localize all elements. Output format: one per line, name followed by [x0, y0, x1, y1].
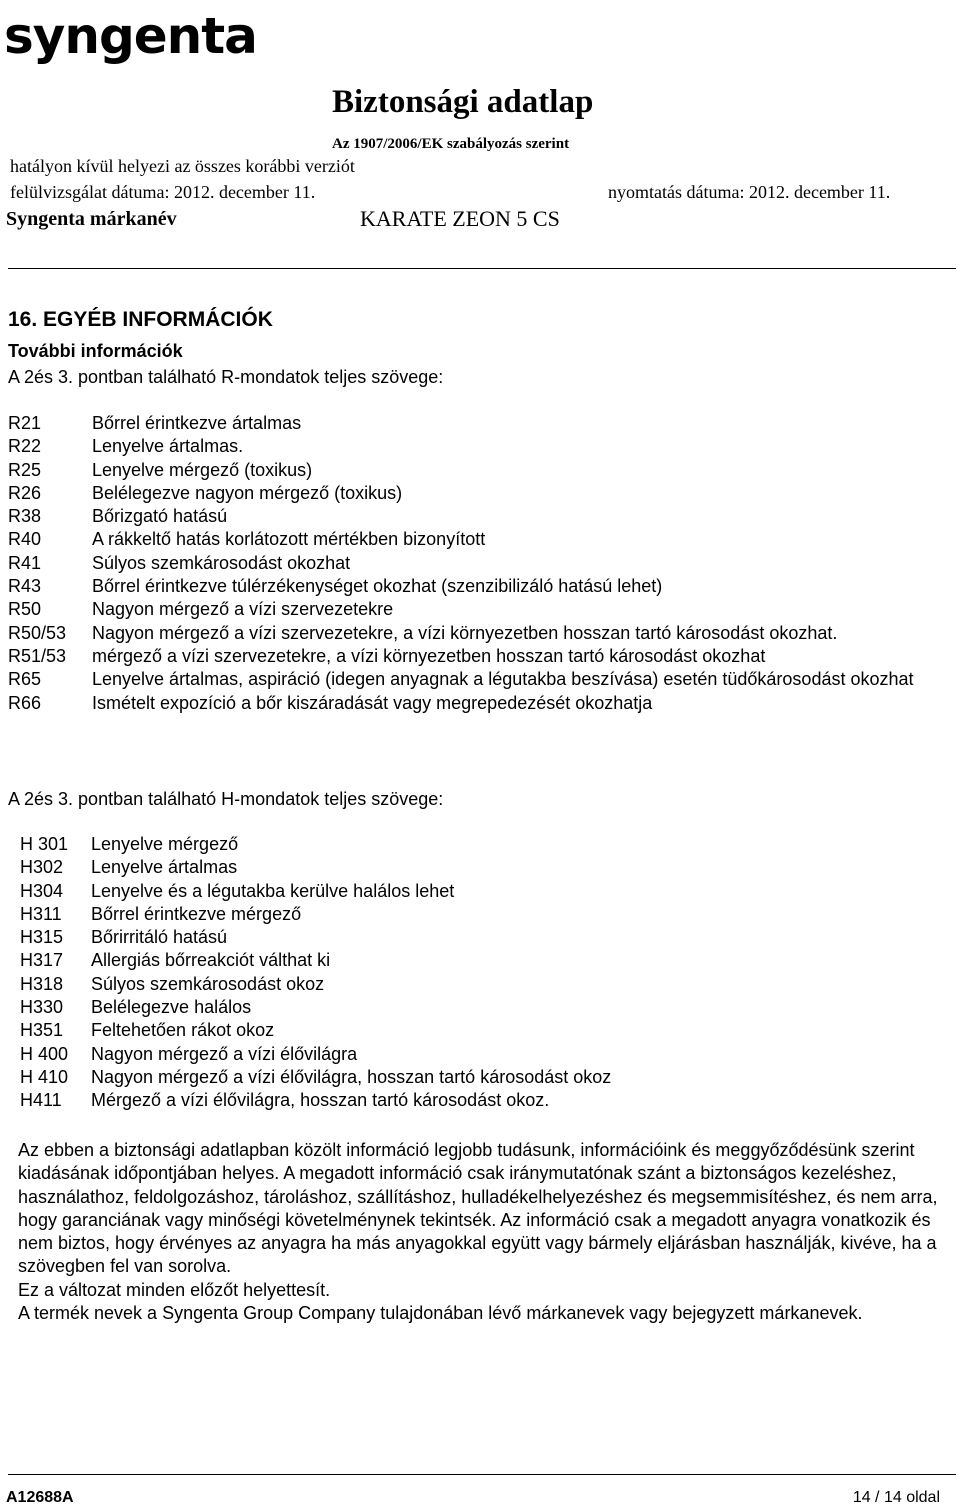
phrase-text: Bőrrel érintkezve ártalmas	[92, 413, 302, 433]
footer-page-number: 14 / 14 oldal	[852, 1489, 940, 1506]
trademark-paragraph: A termék nevek a Syngenta Group Company tulajdonában lévő márkanevek vagy bejegyzett márkanevek.	[18, 1303, 863, 1324]
h-phrases-intro: A 2és 3. pontban található H-mondatok teljes szövege:	[8, 789, 444, 809]
phrase-text: Ismételt expozíció a bőr kiszáradását vagy megrepedezését okozhatja	[92, 692, 653, 713]
phrase-code: H315	[20, 927, 64, 948]
section-subheading: További információk	[8, 341, 183, 361]
phrase-code: H411	[20, 1090, 62, 1111]
phrase-text: Lenyelve mérgező	[91, 834, 239, 854]
regulation-reference: Az 1907/2006/EK szabályozás szerint	[332, 136, 570, 152]
list-item	[20, 903, 940, 926]
phrase-text: A rákkeltő hatás korlátozott mértékben bizonyított	[92, 529, 486, 550]
phrase-text: Bőrrel érintkezve túlérzékenységet okozhat (szenzibilizáló hatású lehet)	[92, 576, 663, 597]
list-item	[8, 482, 948, 505]
list-item	[20, 996, 940, 1019]
phrase-code: R43	[8, 576, 42, 597]
list-item	[8, 505, 948, 528]
brand-label: Syngenta márkanév	[6, 208, 177, 230]
phrase-code: R51/53	[8, 645, 67, 666]
list-item	[20, 833, 940, 856]
phrase-code: R41	[8, 552, 42, 573]
phrase-code: H330	[20, 997, 64, 1018]
phrase-code: H317	[20, 950, 64, 971]
phrase-text: mérgező a vízi szervezetekre, a vízi környezetben hosszan tartó károsodást okozhat	[92, 645, 766, 666]
list-item	[8, 459, 948, 482]
phrase-text: Nagyon mérgező a vízi szervezetekre, a vízi környezetben hosszan tartó károsodást okozhat.	[92, 622, 838, 643]
list-item	[20, 1089, 940, 1112]
list-item	[8, 622, 948, 645]
phrase-code: R25	[8, 459, 42, 480]
list-item	[8, 528, 948, 551]
list-item	[20, 973, 940, 996]
header-divider	[8, 268, 956, 269]
phrase-text: Feltehetően rákot okoz	[91, 1020, 275, 1041]
disclaimer-text	[18, 1139, 938, 1325]
phrase-code: H 301	[20, 834, 69, 854]
phrase-text: Lenyelve mérgező (toxikus)	[92, 459, 313, 480]
r-phrase-list	[8, 412, 948, 715]
phrase-code: R65	[8, 669, 42, 690]
product-name: KARATE ZEON 5 CS	[360, 206, 560, 231]
phrase-code: H311	[20, 903, 62, 924]
phrase-text: Allergiás bőrreakciót válthat ki	[91, 950, 331, 971]
list-item	[20, 926, 940, 949]
phrase-code: R21	[8, 413, 42, 433]
phrase-text: Súlyos szemkárosodást okozhat	[92, 552, 351, 573]
phrase-code: R50/53	[8, 622, 67, 643]
list-item	[8, 575, 948, 598]
list-item	[20, 1019, 940, 1042]
footer-document-code: A12688A	[6, 1489, 74, 1506]
list-item	[20, 1043, 940, 1066]
phrase-text: Lenyelve ártalmas	[91, 857, 238, 878]
list-item	[8, 668, 948, 691]
phrase-code: R22	[8, 436, 42, 457]
disclaimer-paragraph: Az ebben a biztonsági adatlapban közölt információ legjobb tudásunk, információink és meggyőződésünk szerint kiadásának időpontjában helyes. A megadott információ csak iránymutatónak szánt a biztonságos kezeléshez, használathoz, feldolgozáshoz, tároláshoz, szállításhoz, hulladékelhelyezéshez és megsemmisítéshez, és nem arra, hogy garanciának vagy minőségi követelménynek tekintsék. Az információ csak a megadott anyagra vonatkozik és nem biztos, hogy érvényes az anyagra ha más anyagokkal együtt vagy bármely eljárásban használják, kivéve, ha a szövegben fel van sorolva.	[18, 1140, 938, 1277]
document-title: Biztonsági adatlap	[332, 84, 594, 120]
list-item	[8, 435, 948, 458]
list-item	[8, 598, 948, 621]
supersedes-note: hatályon kívül helyezi az összes korábbi verziót	[10, 156, 355, 176]
phrase-code: H304	[20, 880, 64, 901]
footer-divider	[8, 1474, 956, 1475]
phrase-code: H302	[20, 857, 64, 878]
phrase-text: Nagyon mérgező a vízi élővilágra	[91, 1043, 358, 1064]
phrase-text: Bőrizgató hatású	[92, 506, 228, 527]
phrase-text: Belélegezve halálos	[91, 997, 252, 1018]
phrase-text: Lenyelve ártalmas, aspiráció (idegen anyagnak a légutakba beszívása) esetén tüdőkárosodást okozhat	[92, 669, 914, 690]
phrase-code: R40	[8, 529, 42, 550]
list-item	[20, 1066, 940, 1089]
list-item	[8, 692, 948, 715]
phrase-text: Bőrirritáló hatású	[91, 927, 228, 948]
phrase-text: Belélegezve nagyon mérgező (toxikus)	[92, 482, 403, 503]
phrase-text: Nagyon mérgező a vízi szervezetekre	[92, 599, 394, 620]
phrase-code: H318	[20, 973, 64, 994]
phrase-text: Mérgező a vízi élővilágra, hosszan tartó károsodást okoz.	[91, 1090, 550, 1111]
list-item	[8, 412, 948, 435]
list-item	[20, 856, 940, 879]
list-item	[20, 949, 940, 972]
phrase-text: Súlyos szemkárosodást okoz	[91, 973, 325, 994]
supersedes-paragraph: Ez a változat minden előzőt helyettesít.	[18, 1279, 331, 1300]
phrase-text: Nagyon mérgező a vízi élővilágra, hosszan tartó károsodást okoz	[91, 1066, 612, 1087]
syngenta-logo: syngenta	[4, 7, 257, 65]
phrase-text: Bőrrel érintkezve mérgező	[91, 903, 302, 924]
phrase-code: R66	[8, 692, 42, 713]
print-date: nyomtatás dátuma: 2012. december 11.	[608, 182, 891, 202]
list-item	[8, 552, 948, 575]
phrase-code: R26	[8, 482, 42, 503]
phrase-code: H351	[20, 1020, 64, 1041]
phrase-code: H 410	[20, 1066, 69, 1087]
phrase-code: R50	[8, 599, 42, 620]
phrase-text: Lenyelve és a légutakba kerülve halálos lehet	[91, 880, 455, 901]
revision-date: felülvizsgálat dátuma: 2012. december 11.	[10, 182, 316, 202]
phrase-text: Lenyelve ártalmas.	[92, 436, 244, 457]
section-heading: 16. EGYÉB INFORMÁCIÓK	[8, 308, 273, 331]
list-item	[8, 645, 948, 668]
phrase-code: R38	[8, 506, 42, 527]
list-item	[20, 880, 940, 903]
r-phrases-intro: A 2és 3. pontban található R-mondatok teljes szövege:	[8, 367, 444, 387]
phrase-code: H 400	[20, 1043, 69, 1064]
h-phrase-list	[20, 833, 940, 1113]
